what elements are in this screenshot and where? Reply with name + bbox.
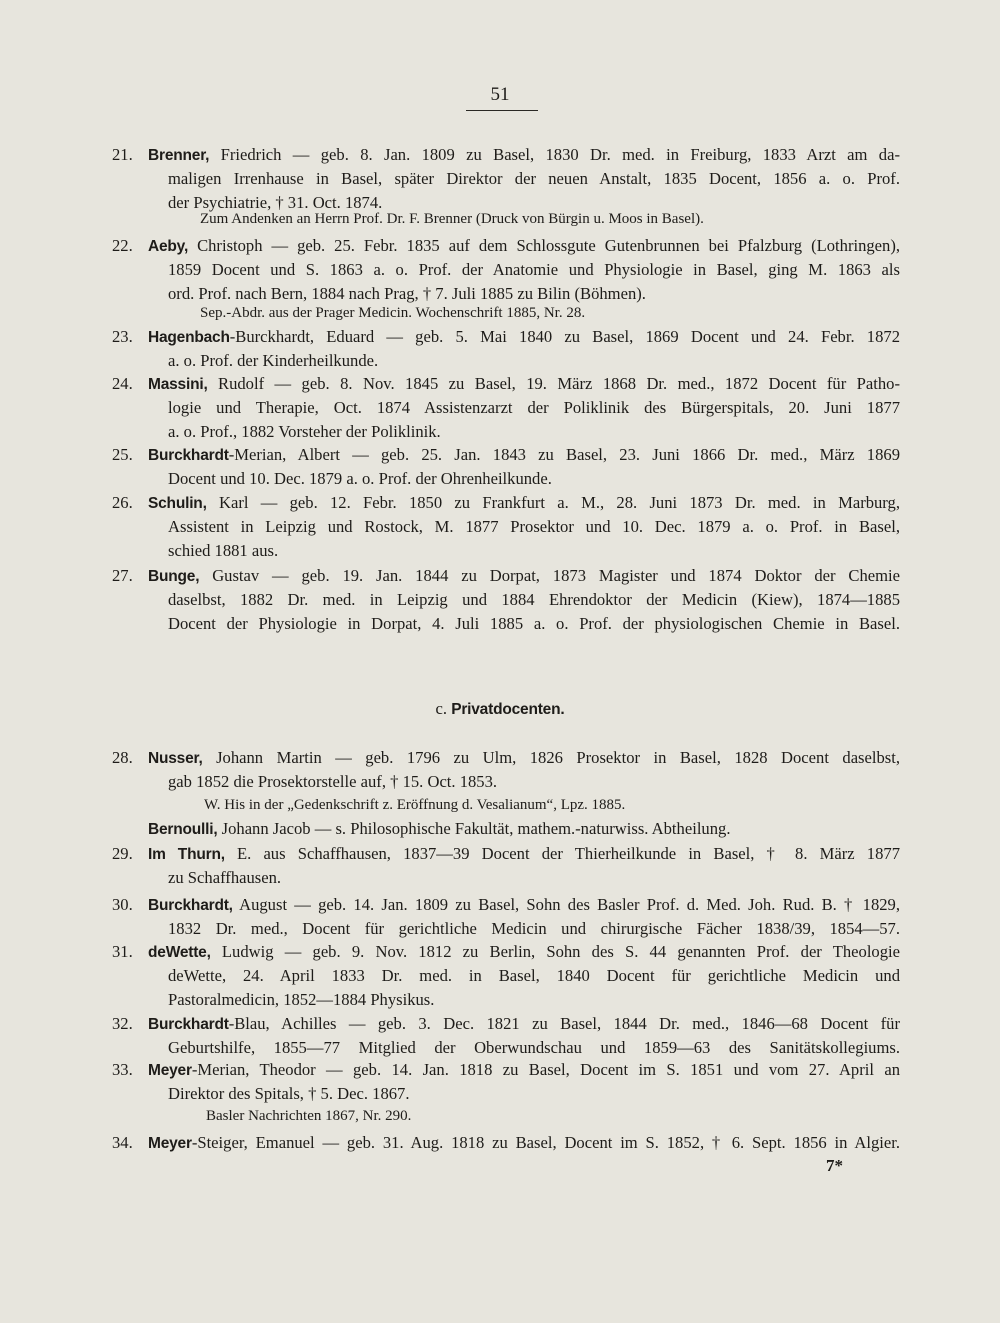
entry-line bbox=[112, 325, 900, 349]
entry-line: Geburtshilfe, 1855—77 Mitglied der Oberwundschau und 1859—63 des Sanitätskollegiums. bbox=[168, 1038, 900, 1057]
entry-surname: Burckhardt bbox=[148, 447, 229, 464]
entry-21 bbox=[112, 143, 900, 215]
section-heading bbox=[0, 697, 1000, 722]
entry-line: Direktor des Spitals, † 5. Dec. 1867. bbox=[168, 1084, 410, 1103]
entry-text: -Merian, Albert — geb. 25. Jan. 1843 zu Basel, 23. Juni 1866 Dr. med., März 1869 bbox=[228, 445, 900, 464]
entry-text: Gustav — geb. 19. Jan. 1844 zu Dorpat, 1873 Magister und 1874 Doktor der Chemie bbox=[212, 566, 900, 585]
entry-text: -Blau, Achilles — geb. 3. Dec. 1821 zu Basel, 1844 Dr. med., 1846—68 Docent für bbox=[228, 1014, 900, 1033]
entry-27 bbox=[112, 564, 900, 636]
entry-surname: Bunge, bbox=[148, 568, 200, 585]
entry-line bbox=[112, 491, 900, 515]
entry-line bbox=[112, 893, 900, 917]
entry-surname: Burckhardt, bbox=[148, 897, 233, 914]
entry-number: 26. bbox=[112, 493, 133, 512]
entry-text: -Merian, Theodor — geb. 14. Jan. 1818 zu Basel, Docent im S. 1851 und vom 27. April an bbox=[191, 1060, 900, 1079]
entry-line bbox=[148, 817, 900, 841]
entry-line: ord. Prof. nach Bern, 1884 nach Prag, † 7. Juli 1885 zu Bilin (Böhmen). bbox=[168, 284, 646, 303]
entry-line: Pastoralmedicin, 1852—1884 Physikus. bbox=[168, 990, 435, 1009]
entry-surname: Burckhardt bbox=[148, 1016, 229, 1033]
entry-line bbox=[112, 443, 900, 467]
entry-line: zu Schaffhausen. bbox=[168, 868, 282, 887]
entry-line: 1859 Docent und S. 1863 a. o. Prof. der Anatomie und Physiologie in Basel, ging M. 1863 als bbox=[168, 260, 900, 279]
entry-text: E. aus Schaffhausen, 1837—39 Docent der Thierheilkunde in Basel, † 8. März 1877 bbox=[237, 844, 900, 863]
entry-number: 34. bbox=[112, 1133, 133, 1152]
entry-line: maligen Irrenhause in Basel, später Direktor der neuen Anstalt, 1835 Docent, 1856 a. o. Prof. bbox=[168, 169, 900, 188]
entry-line: logie und Therapie, Oct. 1874 Assistenzarzt der Poliklinik des Bürgerspitals, 20. Juni 1877 bbox=[168, 398, 900, 417]
entry-surname: Nusser, bbox=[148, 750, 203, 767]
entry-29 bbox=[112, 842, 900, 890]
entry-25 bbox=[112, 443, 900, 491]
entry-bernoulli bbox=[148, 817, 900, 841]
entry-text: Christoph — geb. 25. Febr. 1835 auf dem Schlossgute Gutenbrunnen bei Pfalzburg (Lothringen), bbox=[197, 236, 900, 255]
entry-28-reference: W. His in der „Gedenkschrift z. Eröffnung d. Vesalianum“, Lpz. 1885. bbox=[204, 797, 626, 813]
entry-line: der Psychiatrie, † 31. Oct. 1874. bbox=[168, 193, 383, 212]
entry-line bbox=[112, 1012, 900, 1036]
page-number: 51 bbox=[490, 84, 510, 105]
entry-line bbox=[112, 1131, 900, 1155]
entry-line: Docent der Physiologie in Dorpat, 4. Juli 1885 a. o. Prof. der physiologischen Chemie in Basel. bbox=[168, 614, 900, 633]
entry-text: Ludwig — geb. 9. Nov. 1812 zu Berlin, Sohn des S. 44 genannten Prof. der Theologie bbox=[221, 942, 900, 961]
entry-surname: deWette, bbox=[148, 944, 211, 961]
entry-number: 28. bbox=[112, 748, 133, 767]
entry-number: 31. bbox=[112, 942, 133, 961]
entry-line bbox=[112, 842, 900, 866]
entry-line: Docent und 10. Dec. 1879 a. o. Prof. der Ohrenheilkunde. bbox=[168, 469, 552, 488]
entry-surname: Bernoulli, bbox=[148, 821, 218, 838]
entry-surname: Im Thurn, bbox=[148, 846, 225, 863]
entry-line: a. o. Prof. der Kinderheilkunde. bbox=[168, 351, 379, 370]
entry-text: Friedrich — geb. 8. Jan. 1809 zu Basel, 1830 Dr. med. in Freiburg, 1833 Arzt am da- bbox=[220, 145, 900, 164]
entry-number: 27. bbox=[112, 566, 133, 585]
entry-text: Johann Jacob — s. Philosophische Fakultät, mathem.-naturwiss. Abtheilung. bbox=[221, 819, 731, 838]
entry-line bbox=[112, 372, 900, 396]
entry-text: Karl — geb. 12. Febr. 1850 zu Frankfurt a. M., 28. Juni 1873 Dr. med. in Marburg, bbox=[218, 493, 900, 512]
entry-surname: Meyer bbox=[148, 1062, 192, 1079]
entry-30 bbox=[112, 893, 900, 941]
entry-text: -Steiger, Emanuel — geb. 31. Aug. 1818 zu Basel, Docent im S. 1852, † 6. Sept. 1856 in Algier. bbox=[191, 1133, 900, 1152]
entry-33 bbox=[112, 1058, 900, 1106]
entry-number: 30. bbox=[112, 895, 133, 914]
entry-31 bbox=[112, 940, 900, 1012]
entry-line bbox=[112, 746, 900, 770]
entry-text: Rudolf — geb. 8. Nov. 1845 zu Basel, 19. März 1868 Dr. med., 1872 Docent für Patho- bbox=[218, 374, 900, 393]
entry-number: 24. bbox=[112, 374, 133, 393]
entry-line bbox=[112, 564, 900, 588]
printer-signature: 7* bbox=[826, 1156, 843, 1175]
entry-surname: Hagenbach bbox=[148, 329, 230, 346]
entry-line: 1832 Dr. med., Docent für gerichtliche Medicin und chirurgische Fächer 1838/39, 1854—57. bbox=[168, 919, 900, 938]
entry-number: 23. bbox=[112, 327, 133, 346]
entry-32 bbox=[112, 1012, 900, 1060]
entry-line: deWette, 24. April 1833 Dr. med. in Basel, 1840 Docent für gerichtliche Medicin und bbox=[168, 966, 900, 985]
entry-surname: Aeby, bbox=[148, 238, 189, 255]
entry-line: gab 1852 die Prosektorstelle auf, † 15. Oct. 1853. bbox=[168, 772, 498, 791]
entry-surname: Schulin, bbox=[148, 495, 207, 512]
entry-number: 25. bbox=[112, 445, 133, 464]
entry-surname: Massini, bbox=[148, 376, 208, 393]
entry-number: 22. bbox=[112, 236, 133, 255]
entry-21-reference: Zum Andenken an Herrn Prof. Dr. F. Brenner (Druck von Bürgin u. Moos in Basel). bbox=[200, 211, 704, 227]
entry-line: schied 1881 aus. bbox=[168, 541, 279, 560]
entry-number: 32. bbox=[112, 1014, 133, 1033]
entry-line: daselbst, 1882 Dr. med. in Leipzig und 1884 Ehrendoktor der Medicin (Kiew), 1874—1885 bbox=[168, 590, 900, 609]
entry-number: 21. bbox=[112, 145, 133, 164]
entry-33-reference: Basler Nachrichten 1867, Nr. 290. bbox=[206, 1108, 412, 1124]
entry-text: August — geb. 14. Jan. 1809 zu Basel, Sohn des Basler Prof. d. Med. Joh. Rud. B. † 1829, bbox=[239, 895, 900, 914]
section-title: Privatdocenten. bbox=[451, 701, 565, 718]
entry-28 bbox=[112, 746, 900, 794]
entry-22-reference: Sep.-Abdr. aus der Prager Medicin. Wochenschrift 1885, Nr. 28. bbox=[200, 305, 586, 321]
entry-line: a. o. Prof., 1882 Vorsteher der Poliklinik. bbox=[168, 422, 441, 441]
page-number-rule bbox=[466, 110, 538, 111]
entry-34 bbox=[112, 1131, 900, 1155]
entry-number: 29. bbox=[112, 844, 133, 863]
entry-surname: Brenner, bbox=[148, 147, 210, 164]
entry-line bbox=[112, 1058, 900, 1082]
entry-text: -Burckhardt, Eduard — geb. 5. Mai 1840 zu Basel, 1869 Docent und 24. Febr. 1872 bbox=[229, 327, 900, 346]
entry-surname: Meyer bbox=[148, 1135, 192, 1152]
entry-line bbox=[112, 234, 900, 258]
entry-text: Johann Martin — geb. 1796 zu Ulm, 1826 Prosektor in Basel, 1828 Docent daselbst, bbox=[216, 748, 900, 767]
entry-number: 33. bbox=[112, 1060, 133, 1079]
entry-24 bbox=[112, 372, 900, 444]
entry-22 bbox=[112, 234, 900, 306]
entry-line bbox=[112, 940, 900, 964]
entry-line: Assistent in Leipzig und Rostock, M. 1877 Prosektor und 10. Dec. 1879 a. o. Prof. in Basel, bbox=[168, 517, 900, 536]
entry-23 bbox=[112, 325, 900, 373]
entry-26 bbox=[112, 491, 900, 563]
section-letter: c. bbox=[435, 699, 448, 718]
entry-line bbox=[112, 143, 900, 167]
